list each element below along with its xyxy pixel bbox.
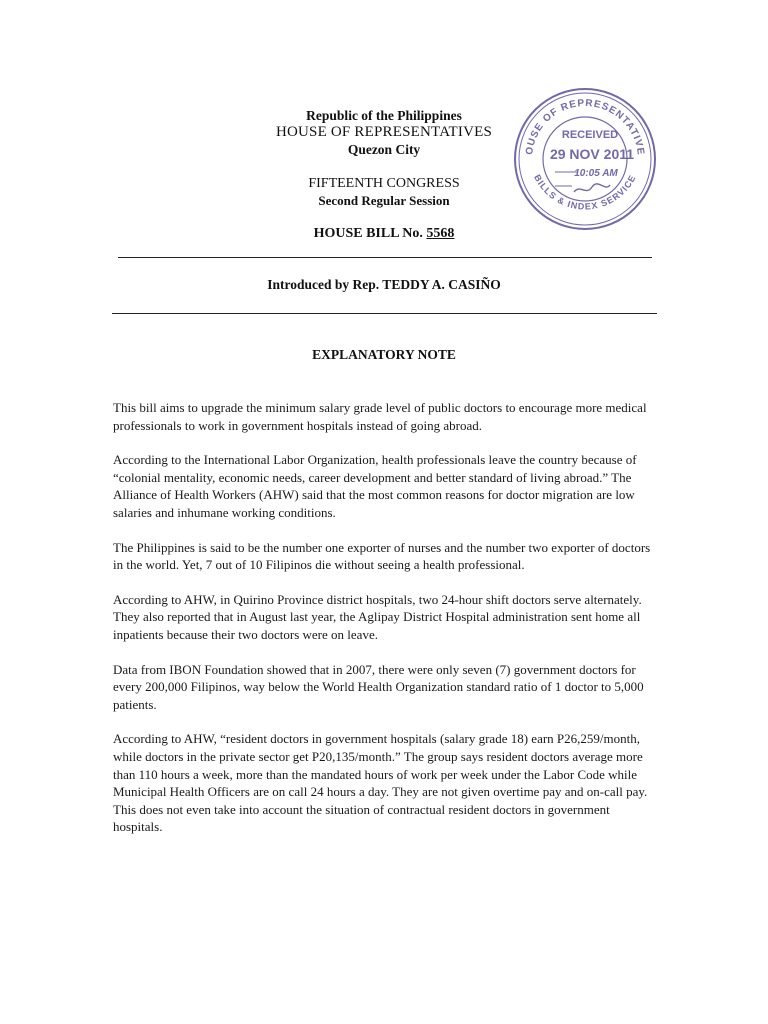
paragraph: According to the International Labor Organization, health professionals leave the country because of “colonial mentality, economic needs, career development and better standard of living abroad.” The Alliance of Health Workers (AHW) said that the most common reasons for doctor migration are low salaries and inhumane working conditions. [113, 452, 637, 520]
paragraph: Data from IBON Foundation showed that in 2007, there were only seven (7) government doctors for every 200,000 Filipinos, way below the World Health Organization standard ratio of 1 doctor to 5,000 patients. [113, 661, 644, 712]
session-heading: Second Regular Session [318, 193, 450, 208]
stamp-date: 29 NOV 2011 [549, 146, 635, 162]
divider-bottom [112, 313, 657, 314]
paragraph: According to AHW, “resident doctors in government hospitals (salary grade 18) earn P26,259/month, while doctors in the private sector get P20,135/month.” The group says resident doctors average more than 110 hours a week, more than the mandated hours of work per week under the Labor Code while Municipal Health Officers are on call 24 hours a day. They are not given overtime pay and on-call pay. This does not even take into account the situation of contractual resident doctors in government hospitals. [113, 731, 648, 835]
city-heading: Quezon City [347, 142, 421, 157]
explanatory-note-title: EXPLANATORY NOTE [312, 347, 456, 362]
paragraph: This bill aims to upgrade the minimum salary grade level of public doctors to encourage more medical professionals to work in government hospitals instead of going abroad. [113, 400, 647, 433]
stamp-top-text: OUSE OF REPRESENTATIVE [524, 97, 646, 157]
bill-prefix: HOUSE BILL No. [313, 226, 427, 241]
house-heading: HOUSE OF REPRESENTATIVES [275, 124, 493, 140]
stamp-received-text: RECEIVED [561, 129, 619, 141]
stamp-signature-icon [574, 184, 610, 192]
bill-number: 5568 [426, 226, 455, 241]
received-stamp-seal [510, 84, 660, 234]
introduced-by: Introduced by Rep. TEDDY A. CASIÑO [267, 277, 501, 292]
divider-top [118, 257, 652, 258]
received-stamp [510, 84, 660, 234]
paragraph: The Philippines is said to be the number one exporter of nurses and the number two exporter of doctors in the world. Yet, 7 out of 10 Filipinos die without seeing a health professional. [113, 539, 651, 573]
paragraph: According to AHW, in Quirino Province district hospitals, two 24-hour shift doctors serve alternately. They also reported that in August last year, the Aglipay District Hospital administration sent home all inpatients because their two doctors were on leave. [113, 591, 642, 642]
stamp-time: 10:05 AM [574, 168, 618, 179]
explanatory-note-body [113, 399, 658, 853]
congress-heading: FIFTEENTH CONGRESS [308, 176, 460, 191]
republic-heading: Republic of the Philippines [306, 108, 462, 123]
stamp-bottom-text: BILLS & INDEX SERVICE [532, 172, 638, 212]
